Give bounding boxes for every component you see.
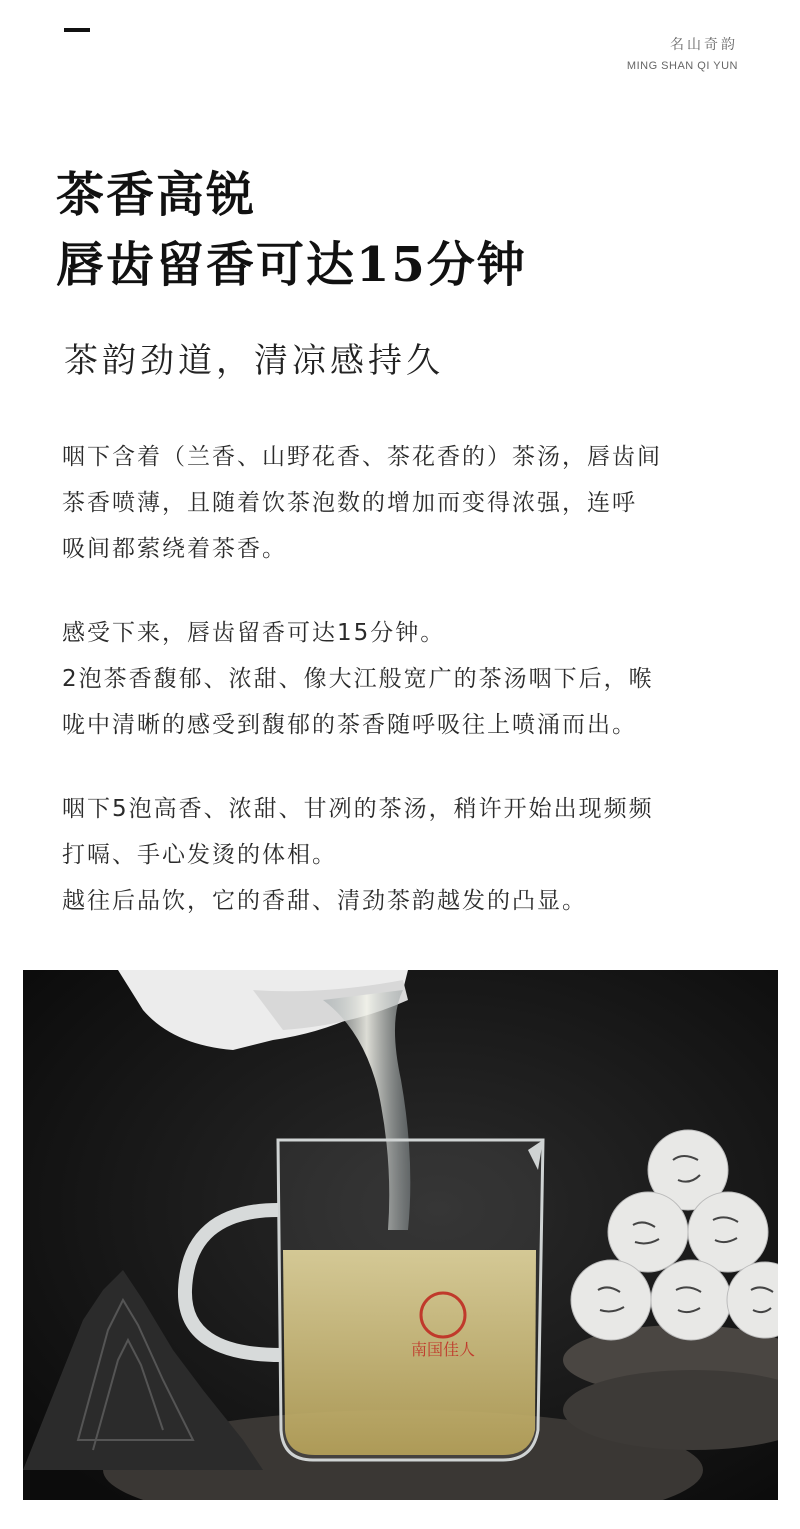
subhead: 茶韵劲道，清凉感持久 <box>64 341 444 381</box>
paragraph-line: 咽下5泡高香、浓甜、甘冽的茶汤，稍许开始出现频频 <box>62 796 654 822</box>
paragraph-line: 咽下含着（兰香、山野花香、茶花香的）茶汤，唇齿间 <box>62 444 662 470</box>
pitcher-logo-text: 南国佳人 <box>410 1340 476 1359</box>
brand-name-en: MING SHAN QI YUN <box>626 60 738 72</box>
headline-line-1: 茶香高锐 <box>56 167 257 223</box>
paragraph-line: 吸间都萦绕着茶香。 <box>62 536 287 562</box>
paragraph-line: 感受下来，唇齿留香可达15分钟。 <box>62 620 446 646</box>
paragraph-2 <box>62 610 752 748</box>
paragraph-line: 咙中清晰的感受到馥郁的茶香随呼吸往上喷涌而出。 <box>62 712 637 738</box>
tea-pouring-photo <box>23 970 778 1500</box>
paragraph-3 <box>62 786 752 924</box>
header-dash <box>64 28 90 32</box>
brand-block <box>627 34 738 72</box>
paragraph-line: 2泡茶香馥郁、浓甜、像大江般宽广的茶汤咽下后，喉 <box>62 666 654 692</box>
photo-illustration <box>23 970 778 1500</box>
paragraph-1 <box>62 434 752 572</box>
headline <box>56 160 527 300</box>
brand-name-cn: 名山奇韵 <box>670 37 738 53</box>
headline-line-2: 唇齿留香可达15分钟 <box>56 237 527 293</box>
tea-liquid <box>283 1250 536 1455</box>
paragraph-line: 茶香喷薄，且随着饮茶泡数的增加而变得浓强，连呼 <box>62 490 637 516</box>
paragraph-line: 越往后品饮，它的香甜、清劲茶韵越发的凸显。 <box>62 888 587 914</box>
paragraph-line: 打嗝、手心发烫的体相。 <box>62 842 337 868</box>
